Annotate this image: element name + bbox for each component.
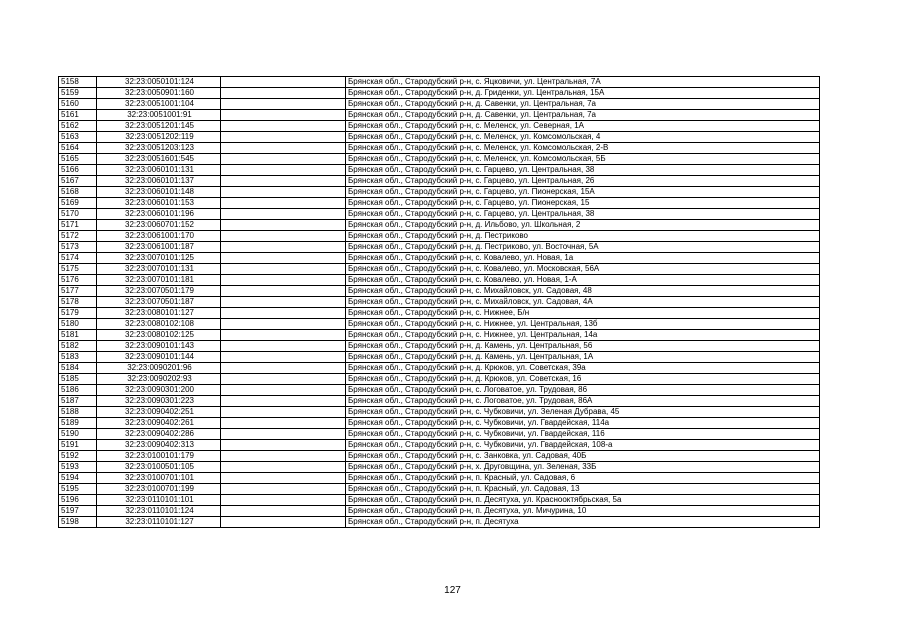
address-cell: Брянская обл., Стародубский р-н, с. Ковалево, ул. Новая, 1-А [346, 275, 820, 286]
table-row [59, 209, 820, 220]
address-cell: Брянская обл., Стародубский р-н, п. Красный, ул. Садовая, 13 [346, 484, 820, 495]
cadastral-number-cell: 32:23:0100701:101 [97, 473, 221, 484]
table-row [59, 242, 820, 253]
empty-cell [221, 506, 346, 517]
table-row [59, 484, 820, 495]
row-number-cell: 5179 [59, 308, 97, 319]
address-cell: Брянская обл., Стародубский р-н, х. Друговщина, ул. Зеленая, 33Б [346, 462, 820, 473]
table-row [59, 462, 820, 473]
row-number-cell: 5191 [59, 440, 97, 451]
table-row [59, 473, 820, 484]
row-number-cell: 5175 [59, 264, 97, 275]
empty-cell [221, 341, 346, 352]
table-row [59, 418, 820, 429]
table-row [59, 99, 820, 110]
address-cell: Брянская обл., Стародубский р-н, с. Логоватое, ул. Трудовая, 86 [346, 385, 820, 396]
table-row [59, 264, 820, 275]
cadastral-number-cell: 32:23:0051201:145 [97, 121, 221, 132]
table-row [59, 154, 820, 165]
empty-cell [221, 99, 346, 110]
cadastral-number-cell: 32:23:0070501:187 [97, 297, 221, 308]
row-number-cell: 5187 [59, 396, 97, 407]
table-row [59, 286, 820, 297]
cadastral-number-cell: 32:23:0080102:108 [97, 319, 221, 330]
cadastral-number-cell: 32:23:0060101:131 [97, 165, 221, 176]
table-row [59, 352, 820, 363]
empty-cell [221, 374, 346, 385]
table-row [59, 121, 820, 132]
address-cell: Брянская обл., Стародубский р-н, с. Гарцево, ул. Пионерская, 15 [346, 198, 820, 209]
empty-cell [221, 418, 346, 429]
empty-cell [221, 165, 346, 176]
row-number-cell: 5178 [59, 297, 97, 308]
cadastral-number-cell: 32:23:0080102:125 [97, 330, 221, 341]
address-cell: Брянская обл., Стародубский р-н, с. Гарцево, ул. Пионерская, 15А [346, 187, 820, 198]
row-number-cell: 5190 [59, 429, 97, 440]
row-number-cell: 5167 [59, 176, 97, 187]
empty-cell [221, 451, 346, 462]
address-cell: Брянская обл., Стародубский р-н, п. Десятуха, ул. Краснооктябрьская, 5а [346, 495, 820, 506]
row-number-cell: 5183 [59, 352, 97, 363]
table-row [59, 110, 820, 121]
cadastral-number-cell: 32:23:0051601:545 [97, 154, 221, 165]
address-cell: Брянская обл., Стародубский р-н, д. Крюков, ул. Советская, 16 [346, 374, 820, 385]
empty-cell [221, 330, 346, 341]
empty-cell [221, 308, 346, 319]
row-number-cell: 5184 [59, 363, 97, 374]
empty-cell [221, 495, 346, 506]
row-number-cell: 5196 [59, 495, 97, 506]
empty-cell [221, 275, 346, 286]
empty-cell [221, 198, 346, 209]
empty-cell [221, 154, 346, 165]
address-cell: Брянская обл., Стародубский р-н, д. Камень, ул. Центральная, 56 [346, 341, 820, 352]
cadastral-number-cell: 32:23:0110101:127 [97, 517, 221, 528]
cadastral-number-cell: 32:23:0051203:123 [97, 143, 221, 154]
cadastral-number-cell: 32:23:0070101:131 [97, 264, 221, 275]
row-number-cell: 5168 [59, 187, 97, 198]
empty-cell [221, 264, 346, 275]
cadastral-number-cell: 32:23:0070101:125 [97, 253, 221, 264]
cadastral-number-cell: 32:23:0090402:286 [97, 429, 221, 440]
cadastral-number-cell: 32:23:0100101:179 [97, 451, 221, 462]
row-number-cell: 5158 [59, 77, 97, 88]
row-number-cell: 5185 [59, 374, 97, 385]
cadastral-number-cell: 32:23:0060101:137 [97, 176, 221, 187]
address-cell: Брянская обл., Стародубский р-н, с. Логоватое, ул. Трудовая, 86А [346, 396, 820, 407]
empty-cell [221, 363, 346, 374]
table-row [59, 517, 820, 528]
empty-cell [221, 396, 346, 407]
table-row [59, 165, 820, 176]
address-cell: Брянская обл., Стародубский р-н, с. Гарцево, ул. Центральная, 26 [346, 176, 820, 187]
cadastral-number-cell: 32:23:0070101:181 [97, 275, 221, 286]
address-cell: Брянская обл., Стародубский р-н, с. Чубковичи, ул. Гвардейская, 114а [346, 418, 820, 429]
table-row [59, 132, 820, 143]
table-row [59, 176, 820, 187]
table-row [59, 143, 820, 154]
table-row [59, 451, 820, 462]
address-cell: Брянская обл., Стародубский р-н, с. Михайловск, ул. Садовая, 4А [346, 297, 820, 308]
cadastral-number-cell: 32:23:0090402:261 [97, 418, 221, 429]
row-number-cell: 5174 [59, 253, 97, 264]
address-cell: Брянская обл., Стародубский р-н, д. Савенки, ул. Центральная, 7а [346, 99, 820, 110]
cadastral-number-cell: 32:23:0110101:124 [97, 506, 221, 517]
cadastral-number-cell: 32:23:0051001:91 [97, 110, 221, 121]
empty-cell [221, 132, 346, 143]
cadastral-number-cell: 32:23:0070501:179 [97, 286, 221, 297]
table-row [59, 198, 820, 209]
table-row [59, 429, 820, 440]
row-number-cell: 5194 [59, 473, 97, 484]
table-row [59, 297, 820, 308]
table-row [59, 506, 820, 517]
address-cell: Брянская обл., Стародубский р-н, д. Камень, ул. Центральная, 1А [346, 352, 820, 363]
cadastral-number-cell: 32:23:0090101:144 [97, 352, 221, 363]
cadastral-number-cell: 32:23:0090402:251 [97, 407, 221, 418]
address-cell: Брянская обл., Стародубский р-н, д. Савенки, ул. Центральная, 7а [346, 110, 820, 121]
cadastral-number-cell: 32:23:0090101:143 [97, 341, 221, 352]
empty-cell [221, 440, 346, 451]
row-number-cell: 5192 [59, 451, 97, 462]
row-number-cell: 5176 [59, 275, 97, 286]
row-number-cell: 5195 [59, 484, 97, 495]
table-row [59, 220, 820, 231]
cadastral-number-cell: 32:23:0080101:127 [97, 308, 221, 319]
table-row [59, 88, 820, 99]
address-cell: Брянская обл., Стародубский р-н, с. Ковалево, ул. Новая, 1а [346, 253, 820, 264]
row-number-cell: 5173 [59, 242, 97, 253]
cadastral-number-cell: 32:23:0060701:152 [97, 220, 221, 231]
address-cell: Брянская обл., Стародубский р-н, с. Нижнее, ул. Центральная, 14а [346, 330, 820, 341]
page-number: 127 [444, 585, 461, 596]
table-row [59, 407, 820, 418]
table-row [59, 396, 820, 407]
table-row [59, 374, 820, 385]
table-row [59, 363, 820, 374]
row-number-cell: 5170 [59, 209, 97, 220]
empty-cell [221, 88, 346, 99]
address-cell: Брянская обл., Стародубский р-н, с. Чубковичи, ул. Зеленая Дубрава, 45 [346, 407, 820, 418]
row-number-cell: 5182 [59, 341, 97, 352]
empty-cell [221, 121, 346, 132]
row-number-cell: 5177 [59, 286, 97, 297]
table-row [59, 330, 820, 341]
cadastral-number-cell: 32:23:0100501:105 [97, 462, 221, 473]
empty-cell [221, 517, 346, 528]
address-cell: Брянская обл., Стародубский р-н, д. Гриденки, ул. Центральная, 15А [346, 88, 820, 99]
row-number-cell: 5160 [59, 99, 97, 110]
address-cell: Брянская обл., Стародубский р-н, с. Михайловск, ул. Садовая, 48 [346, 286, 820, 297]
table-row [59, 495, 820, 506]
empty-cell [221, 253, 346, 264]
address-cell: Брянская обл., Стародубский р-н, с. Нижнее, Б/н [346, 308, 820, 319]
table-row [59, 341, 820, 352]
address-cell: Брянская обл., Стародубский р-н, д. Пестриково [346, 231, 820, 242]
row-number-cell: 5161 [59, 110, 97, 121]
address-cell: Брянская обл., Стародубский р-н, д. Крюков, ул. Советская, 39а [346, 363, 820, 374]
row-number-cell: 5180 [59, 319, 97, 330]
address-cell: Брянская обл., Стародубский р-н, с. Ковалево, ул. Московская, 56А [346, 264, 820, 275]
cadastral-number-cell: 32:23:0051202:119 [97, 132, 221, 143]
address-cell: Брянская обл., Стародубский р-н, с. Гарцево, ул. Центральная, 38 [346, 209, 820, 220]
table-row [59, 187, 820, 198]
empty-cell [221, 77, 346, 88]
table-row [59, 319, 820, 330]
row-number-cell: 5164 [59, 143, 97, 154]
address-cell: Брянская обл., Стародубский р-н, п. Десятуха [346, 517, 820, 528]
address-cell: Брянская обл., Стародубский р-н, с. Чубковичи, ул. Гвардейская, 116 [346, 429, 820, 440]
row-number-cell: 5188 [59, 407, 97, 418]
empty-cell [221, 176, 346, 187]
empty-cell [221, 209, 346, 220]
table-row [59, 253, 820, 264]
empty-cell [221, 319, 346, 330]
row-number-cell: 5186 [59, 385, 97, 396]
empty-cell [221, 385, 346, 396]
cadastral-number-cell: 32:23:0061001:170 [97, 231, 221, 242]
address-cell: Брянская обл., Стародубский р-н, с. Гарцево, ул. Центральная, 38 [346, 165, 820, 176]
table-row [59, 231, 820, 242]
registry-table-body [59, 77, 820, 528]
table-row [59, 275, 820, 286]
empty-cell [221, 462, 346, 473]
address-cell: Брянская обл., Стародубский р-н, п. Красный, ул. Садовая, 6 [346, 473, 820, 484]
empty-cell [221, 143, 346, 154]
empty-cell [221, 242, 346, 253]
cadastral-number-cell: 32:23:0090202:93 [97, 374, 221, 385]
address-cell: Брянская обл., Стародубский р-н, с. Нижнее, ул. Центральная, 13б [346, 319, 820, 330]
cadastral-number-cell: 32:23:0051001:104 [97, 99, 221, 110]
cadastral-number-cell: 32:23:0100701:199 [97, 484, 221, 495]
row-number-cell: 5198 [59, 517, 97, 528]
row-number-cell: 5197 [59, 506, 97, 517]
address-cell: Брянская обл., Стародубский р-н, с. Меленск, ул. Комсомольская, 4 [346, 132, 820, 143]
cadastral-number-cell: 32:23:0090402:313 [97, 440, 221, 451]
empty-cell [221, 473, 346, 484]
address-cell: Брянская обл., Стародубский р-н, с. Меленск, ул. Северная, 1А [346, 121, 820, 132]
empty-cell [221, 231, 346, 242]
cadastral-number-cell: 32:23:0050901:160 [97, 88, 221, 99]
address-cell: Брянская обл., Стародубский р-н, с. Меленск, ул. Комсомольская, 5Б [346, 154, 820, 165]
cadastral-number-cell: 32:23:0060101:148 [97, 187, 221, 198]
row-number-cell: 5169 [59, 198, 97, 209]
row-number-cell: 5162 [59, 121, 97, 132]
row-number-cell: 5189 [59, 418, 97, 429]
table-row [59, 308, 820, 319]
row-number-cell: 5166 [59, 165, 97, 176]
cadastral-number-cell: 32:23:0060101:196 [97, 209, 221, 220]
address-cell: Брянская обл., Стародубский р-н, с. Меленск, ул. Комсомольская, 2-В [346, 143, 820, 154]
row-number-cell: 5193 [59, 462, 97, 473]
cadastral-number-cell: 32:23:0090301:200 [97, 385, 221, 396]
address-cell: Брянская обл., Стародубский р-н, с. Чубковичи, ул. Гвардейская, 108-а [346, 440, 820, 451]
address-cell: Брянская обл., Стародубский р-н, п. Десятуха, ул. Мичурина, 10 [346, 506, 820, 517]
address-cell: Брянская обл., Стародубский р-н, д. Ильбово, ул. Школьная, 2 [346, 220, 820, 231]
table-row [59, 385, 820, 396]
cadastral-number-cell: 32:23:0050101:124 [97, 77, 221, 88]
row-number-cell: 5181 [59, 330, 97, 341]
cadastral-number-cell: 32:23:0061001:187 [97, 242, 221, 253]
row-number-cell: 5171 [59, 220, 97, 231]
empty-cell [221, 110, 346, 121]
table-row [59, 440, 820, 451]
empty-cell [221, 407, 346, 418]
cadastral-number-cell: 32:23:0060101:153 [97, 198, 221, 209]
empty-cell [221, 286, 346, 297]
property-registry-table [58, 76, 820, 528]
empty-cell [221, 484, 346, 495]
cadastral-number-cell: 32:23:0090201:96 [97, 363, 221, 374]
cadastral-number-cell: 32:23:0110101:101 [97, 495, 221, 506]
row-number-cell: 5172 [59, 231, 97, 242]
empty-cell [221, 297, 346, 308]
cadastral-number-cell: 32:23:0090301:223 [97, 396, 221, 407]
empty-cell [221, 352, 346, 363]
empty-cell [221, 220, 346, 231]
table-row [59, 77, 820, 88]
address-cell: Брянская обл., Стародубский р-н, с. Яцковичи, ул. Центральная, 7А [346, 77, 820, 88]
row-number-cell: 5163 [59, 132, 97, 143]
address-cell: Брянская обл., Стародубский р-н, д. Пестриково, ул. Восточная, 5А [346, 242, 820, 253]
row-number-cell: 5159 [59, 88, 97, 99]
row-number-cell: 5165 [59, 154, 97, 165]
empty-cell [221, 429, 346, 440]
address-cell: Брянская обл., Стародубский р-н, с. Занковка, ул. Садовая, 40Б [346, 451, 820, 462]
empty-cell [221, 187, 346, 198]
